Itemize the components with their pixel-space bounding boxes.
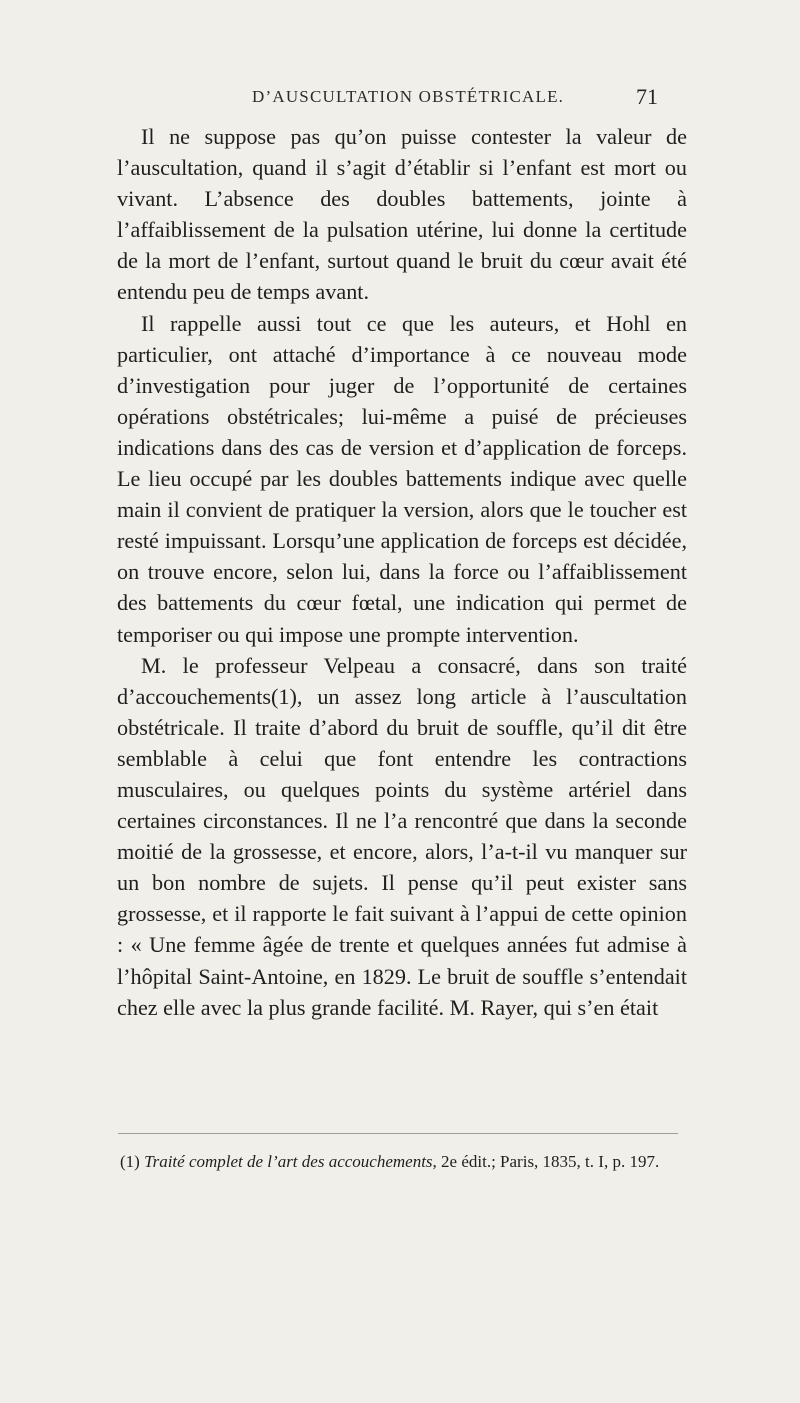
paragraph-2: Il rappelle aussi tout ce que les auteurs, et Hohl en particulier, ont attaché d’importance à ce nouveau mode d’investigation pour juger de l’opportunité de certaines opérations obstétricales; lui-même a puisé de précieuses indications dans des cas de version et d’application de forceps. Le lieu occupé par les doubles battements indique avec quelle main il convient de pratiquer la version, alors que le toucher est resté impuissant. Lorsqu’une application de forceps est décidée, on trouve encore, selon lui, dans la force ou l’affaiblissement des battements du cœur fœtal, une indication qui permet de temporiser ou qui impose une prompte intervention.	[117, 310, 687, 647]
footnote-title: Traité complet de l’art des accouchements	[144, 1152, 433, 1171]
paragraph-1: Il ne suppose pas qu’on puisse contester la valeur de l’auscultation, quand il s’agit d’établir si l’enfant est mort ou vivant. L’absence des doubles battements, jointe à l’affaiblissement de la pulsation utérine, lui donne la certitude de la mort de l’enfant, surtout quand le bruit du cœur avait été entendu peu de temps avant.	[117, 124, 687, 305]
paragraph-3: M. le professeur Velpeau a consacré, dans son traité d’accouchements(1), un assez long article à l’auscultation obstétricale. Il traite d’abord du bruit de souffle, qu’il dit être semblable à celui que font entendre les contractions musculaires, ou quelques points du système artériel dans certaines circonstances. Il ne l’a rencontré que dans la seconde moitié de la grossesse, et encore, alors, l’a-t-il vu manquer sur un bon nombre de sujets. Il pense qu’il peut exister sans grossesse, et il rapporte le fait suivant à l’appui de cette opinion : « Une femme âgée de trente et quelques années fut admise à l’hôpital Saint-Antoine, en 1829. Le bruit de souffle s’entendait chez elle avec la plus grande facilité. M. Rayer, qui s’en était	[117, 652, 687, 1020]
footnote-details: , 2e édit.; Paris, 1835, t. I, p. 197.	[432, 1152, 660, 1171]
main-text	[117, 121, 687, 1023]
running-title: D’AUSCULTATION OBSTÉTRICALE.	[252, 87, 565, 106]
footnote-marker: (1)	[120, 1152, 145, 1171]
footnote-divider	[118, 1133, 678, 1134]
page-number: 71	[636, 84, 658, 109]
footnote	[120, 1150, 688, 1173]
